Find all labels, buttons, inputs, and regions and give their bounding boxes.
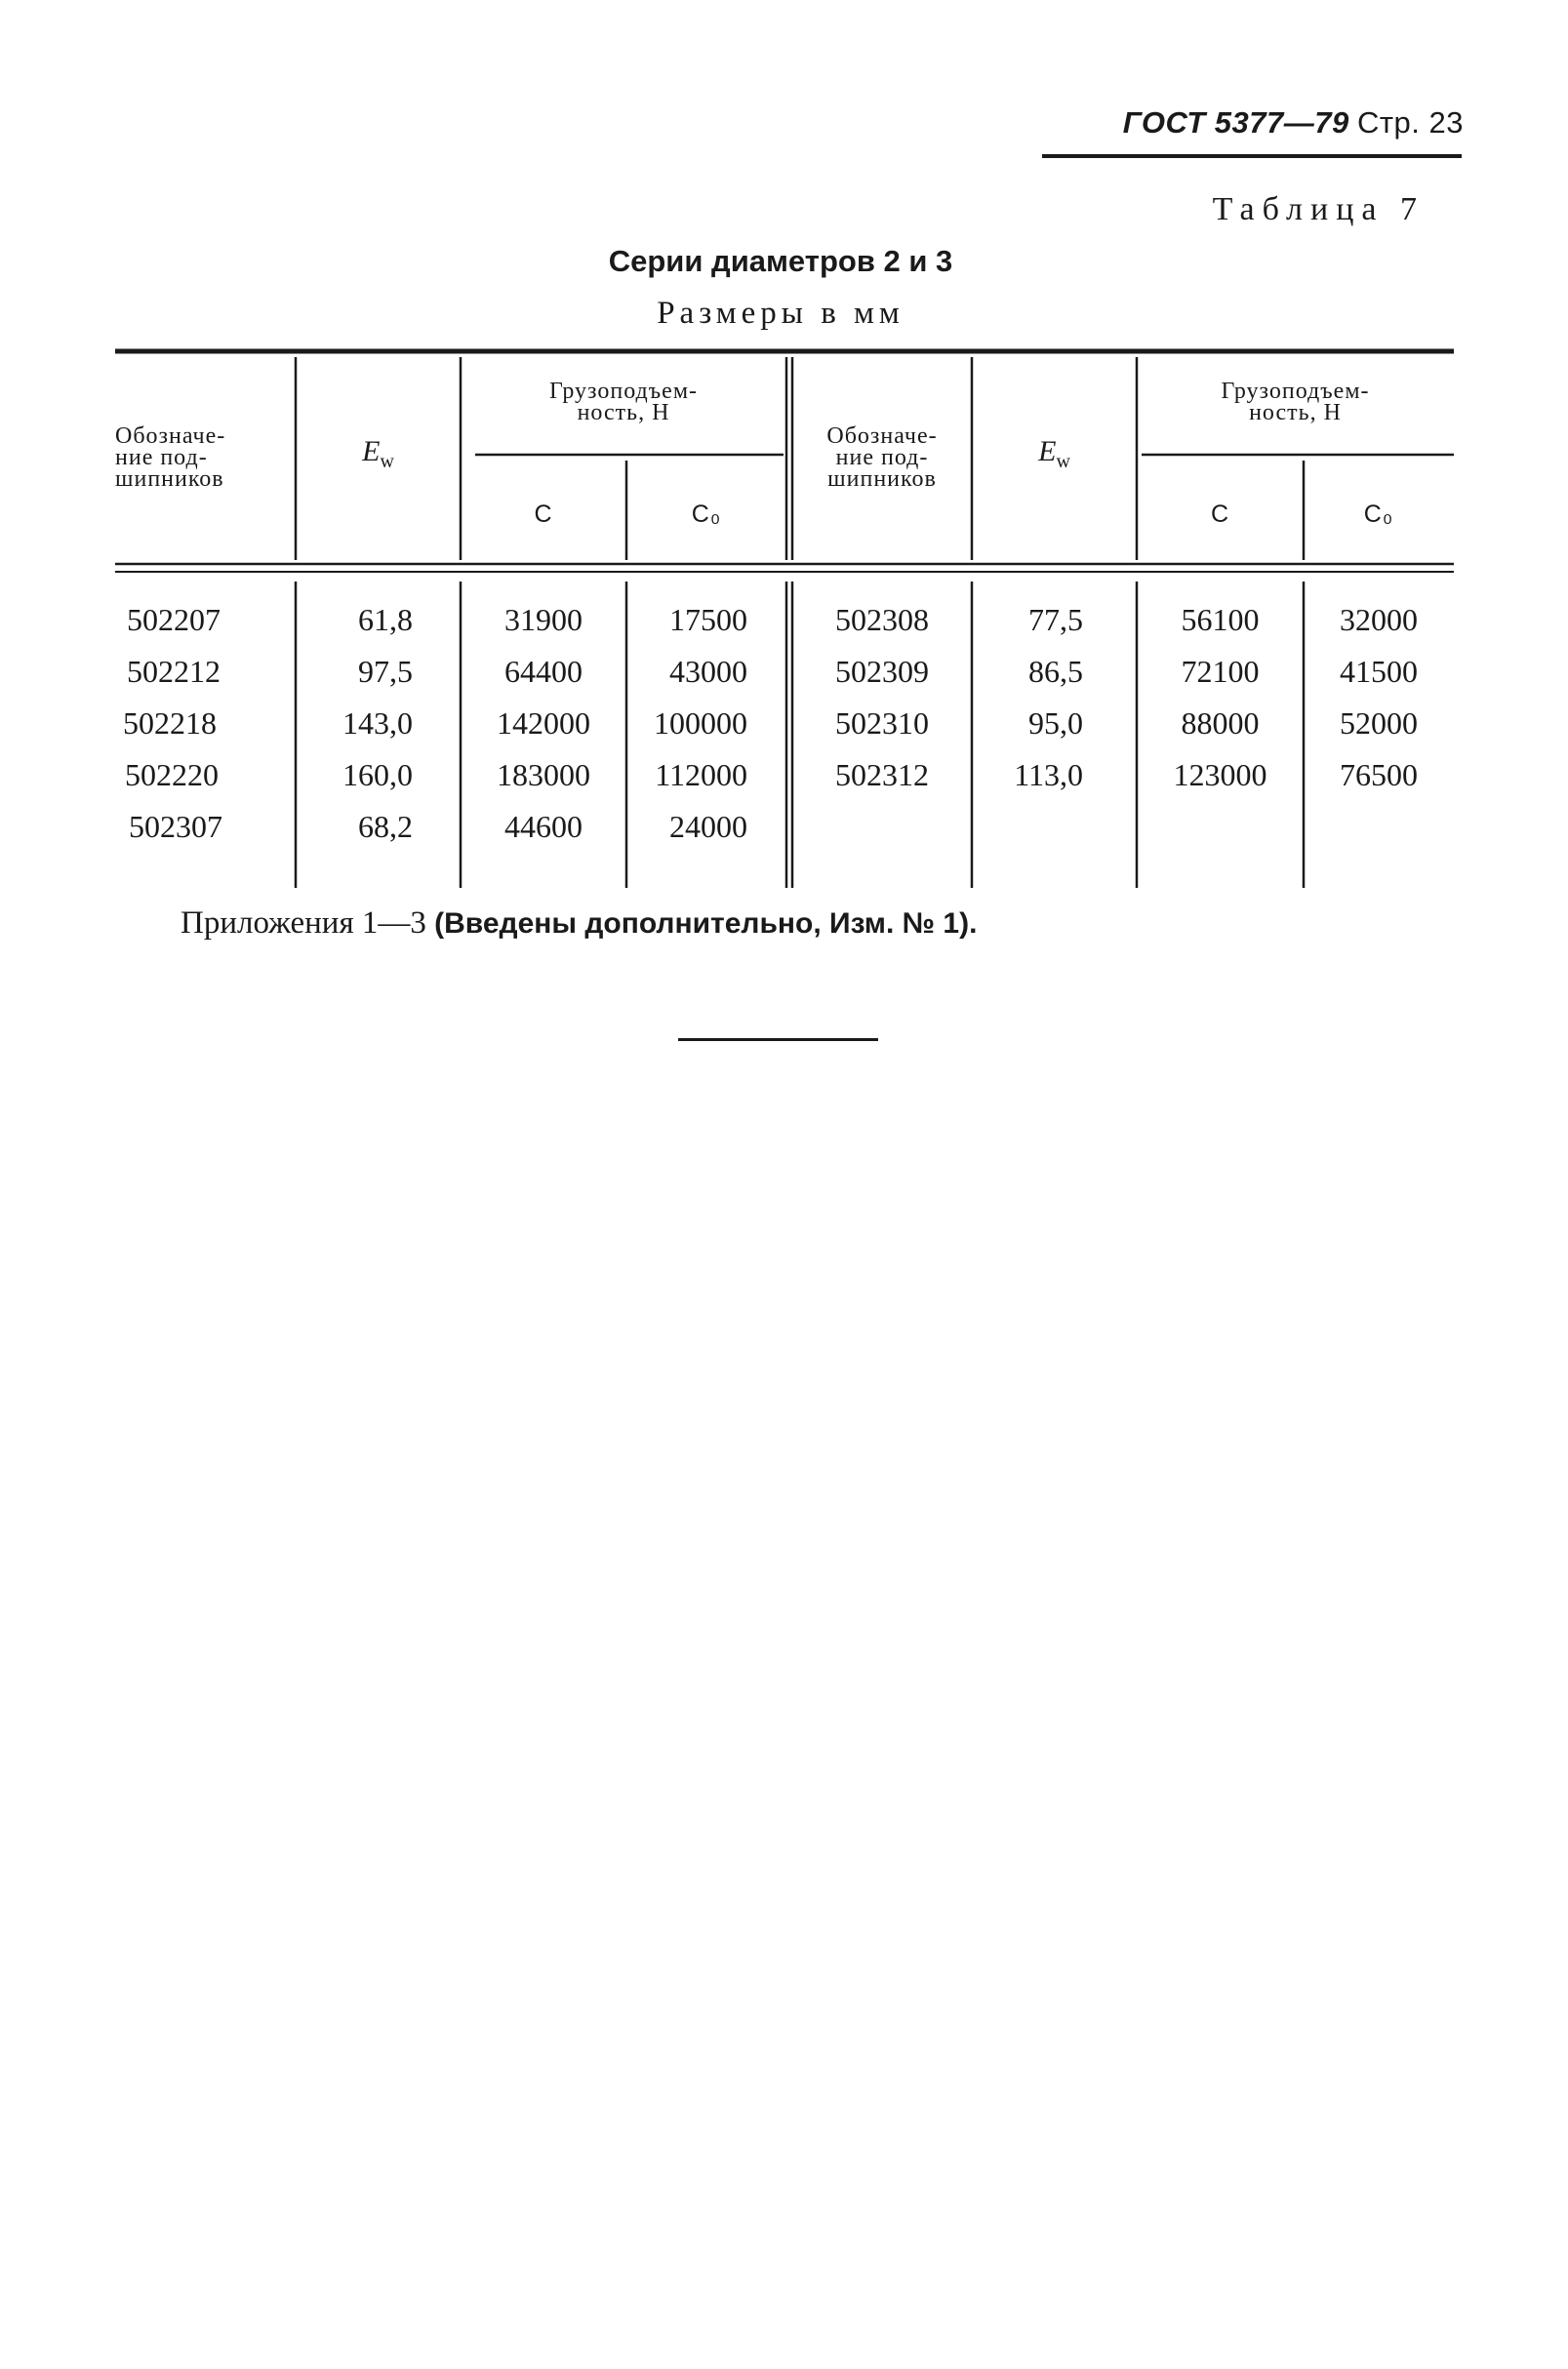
ew-subscript: w — [1056, 451, 1070, 472]
table-cell-ew: 68,2 — [358, 809, 413, 844]
header-capacity-right: Грузоподъем- ность, Н — [1221, 379, 1370, 425]
table-cell-ew: 95,0 — [1028, 705, 1083, 741]
table-cell-c: 72100 — [1181, 654, 1260, 689]
table-cell-c: 88000 — [1181, 705, 1260, 741]
table-cell-designation: 502309 — [835, 654, 929, 689]
table-cell-designation: 502207 — [127, 602, 221, 637]
table-cell-c0: 24000 — [669, 809, 747, 844]
standard-number: ГОСТ 5377—79 — [1122, 105, 1349, 140]
page-number: Стр. 23 — [1356, 105, 1464, 140]
header-c0-left: C₀ — [691, 501, 722, 528]
table-cell-ew: 77,5 — [1028, 602, 1083, 637]
ew-subscript: w — [380, 451, 394, 472]
table-cell-designation: 502308 — [835, 602, 929, 637]
table-cell-c0: 41500 — [1340, 654, 1418, 689]
header-c-right: C — [1210, 501, 1230, 528]
table-cell-designation: 502310 — [835, 705, 929, 741]
header-designation-left: Обозначе- ние под- шипников — [115, 423, 226, 492]
header-c0-right: C₀ — [1363, 501, 1394, 528]
table-cell-designation: 502312 — [835, 757, 929, 792]
ew-symbol: E — [362, 435, 381, 467]
table-cell-c: 64400 — [504, 654, 583, 689]
table-cell-c0: 52000 — [1340, 705, 1418, 741]
footnote — [181, 905, 977, 942]
end-rule — [678, 1038, 878, 1041]
table-cell-c0: 112000 — [655, 757, 747, 792]
table-units: Размеры в мм — [657, 296, 905, 331]
table-cell-designation: 502307 — [129, 809, 222, 844]
table-label: Таблица 7 — [1212, 191, 1425, 227]
table-cell-ew: 113,0 — [1014, 757, 1083, 792]
header-c-left: C — [534, 501, 553, 528]
table-cell-c: 44600 — [504, 809, 583, 844]
table-cell-c: 31900 — [504, 602, 583, 637]
header-ew-left — [296, 435, 461, 473]
ew-symbol: E — [1038, 435, 1057, 467]
table-cell-c: 142000 — [497, 705, 590, 741]
table-cell-ew: 86,5 — [1028, 654, 1083, 689]
table-cell-c0: 43000 — [669, 654, 747, 689]
table-cell-designation: 502218 — [123, 705, 217, 741]
table-cell-c: 183000 — [497, 757, 590, 792]
table-cell-designation: 502212 — [127, 654, 221, 689]
table-cell-designation: 502220 — [125, 757, 219, 792]
table-cell-c: 123000 — [1173, 757, 1267, 792]
header-capacity-left: Грузоподъем- ность, Н — [549, 379, 698, 425]
table-cell-c0: 100000 — [654, 705, 747, 741]
table-cell-ew: 97,5 — [358, 654, 413, 689]
table-cell-ew: 160,0 — [342, 757, 413, 792]
table-cell-c: 56100 — [1181, 602, 1260, 637]
table-cell-ew: 61,8 — [358, 602, 413, 637]
table-cell-c0: 17500 — [669, 602, 747, 637]
table-cell-ew: 143,0 — [342, 705, 413, 741]
footnote-bold: (Введены дополнительно, Изм. № 1). — [434, 907, 978, 940]
table-title: Серии диаметров 2 и 3 — [608, 244, 953, 278]
header-designation-right: Обозначе- ние под- шипников — [826, 423, 938, 492]
table-cell-c0: 32000 — [1340, 602, 1418, 637]
footnote-plain: Приложения 1—3 — [181, 905, 426, 941]
table-cell-c0: 76500 — [1340, 757, 1418, 792]
header-ew-right — [972, 435, 1137, 473]
